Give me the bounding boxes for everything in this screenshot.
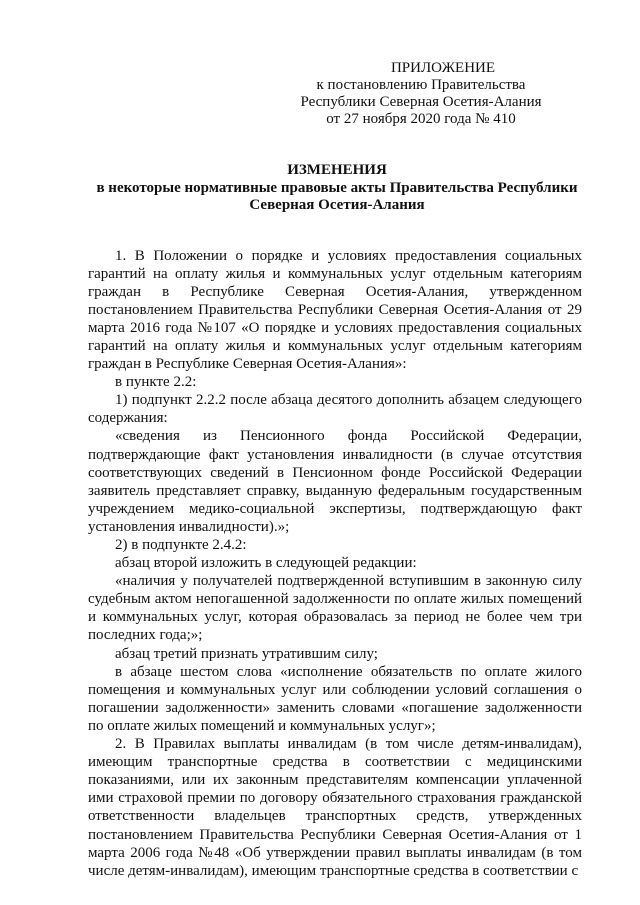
paragraph: 2. В Правилах выплаты инвалидам (в том числе детям-инвалидам), имеющим транспортные средства в соответствии с медицинскими показаниями, или их законным представителям компенсации уплаченной ими страховой премии по договору обязательного страхования гражданской ответственности владельцев транспортных средств, утвержденных постановлением Правительства Республики Северная Осетия-Алания от 1 марта 2006 года №48 «Об утверждении правил выплаты инвалидам (в том числе детям-инвалидам), имеющим транспортные средства в соответствии с xyxy=(88,736,582,879)
paragraph: 1) подпункт 2.2.2 после абзаца десятого дополнить абзацем следующего содержания: xyxy=(88,392,582,427)
appendix-line: к постановлению Правительства xyxy=(316,77,526,93)
paragraph: 1. В Положении о порядке и условиях предоставления социальных гарантий на оплату жилья и коммунальных услуг отдельным категориям граждан в Республике Северная Осетия-Алания, утвержденном постановлением Правительства Республики Северная Осетия-Алания от 29 марта 2016 года №107 «О порядке и условиях предоставления социальных гарантий на оплату жилья и коммунальных услуг отдельным категориям граждан в Республике Северная Осетия-Алания»: xyxy=(88,247,582,373)
paragraph: «наличия у получателей подтвержденной вступившим в законную силу судебным актом непогашенной задолженности по оплате жилых помещений и коммунальных услуг, которая образовалась за период не более чем три последних года;»; xyxy=(88,573,582,644)
paragraph: в пункте 2.2: xyxy=(115,374,197,391)
appendix-block xyxy=(286,60,556,128)
document-heading xyxy=(88,162,582,215)
paragraph: «сведения из Пенсионного фонда Российской Федерации, подтверждающие факт установления инвалидности (в случае отсутствия соответствующих сведений в Пенсионном фонде Российской Федерации заявитель представляет справку, выданную федеральным государственным учреждением медико-социальной экспертизы, подтверждающую факт установления инвалидности).»; xyxy=(88,428,582,535)
paragraph: 2) в подпункте 2.4.2: xyxy=(115,537,247,553)
paragraph: абзац третий признать утратившим силу; xyxy=(115,645,378,662)
paragraph: в абзаце шестом слова «исполнение обязательств по оплате жилого помещения и коммунальных услуг или соблюдении условий соглашения о погашении задолженности» заменить словами «погашение задолженности по оплате жилых помещений и коммунальных услуг»; xyxy=(88,663,582,734)
appendix-line: Республики Северная Осетия-Алания xyxy=(300,94,542,110)
heading-title: ИЗМЕНЕНИЯ xyxy=(287,162,387,178)
heading-subtitle: в некоторые нормативные правовые акты Правительства Республики Северная Осетия-Алания xyxy=(96,179,578,213)
appendix-date-line: от 27 ноября 2020 года № 410 xyxy=(326,111,516,127)
document-body xyxy=(88,247,582,880)
paragraph: абзац второй изложить в следующей редакции: xyxy=(115,555,417,572)
appendix-title: ПРИЛОЖЕНИЕ xyxy=(390,60,496,76)
